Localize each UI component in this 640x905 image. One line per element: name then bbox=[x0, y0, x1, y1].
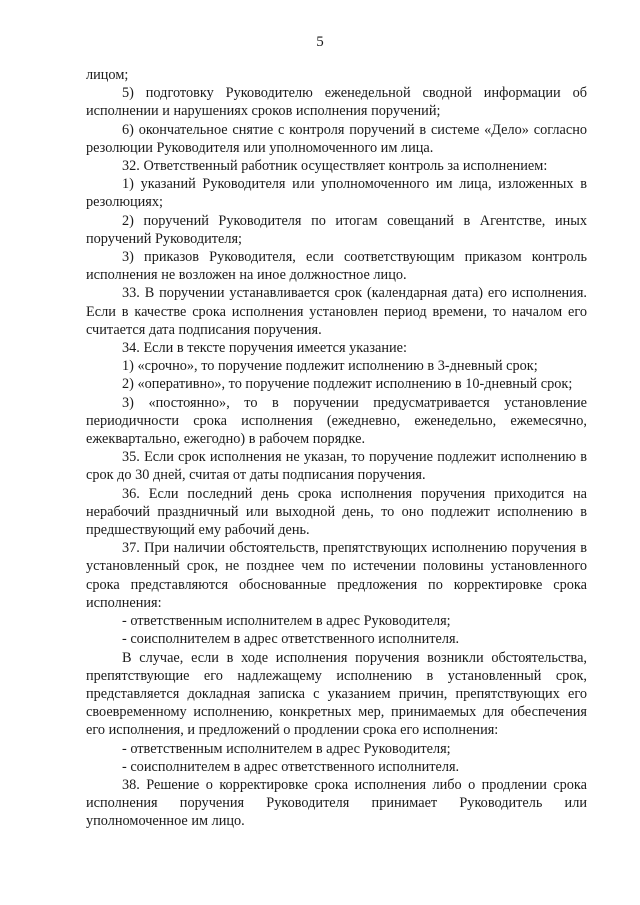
paragraph: 6) окончательное снятие с контроля поручений в системе «Дело» согласно резолюции Руководителя или уполномоченного им лица. bbox=[86, 121, 587, 156]
paragraph: 33. В поручении устанавливается срок (календарная дата) его исполнения. Если в качестве срока исполнения установлен период времени, то началом его считается дата подписания поручения. bbox=[86, 285, 587, 338]
paragraph: 2) «оперативно», то поручение подлежит исполнению в 10-дневный срок; bbox=[122, 376, 573, 393]
paragraph: - соисполнителем в адрес ответственного исполнителя. bbox=[122, 758, 460, 775]
paragraph: 37. При наличии обстоятельств, препятствующих исполнению поручения в установленный срок, не позднее чем по истечении половины установленного срока представляются обоснованные предложения по корректировке срока исполнения: bbox=[86, 540, 587, 611]
paragraph: - соисполнителем в адрес ответственного исполнителя. bbox=[122, 631, 460, 648]
paragraph: 1) «срочно», то поручение подлежит исполнению в 3-дневный срок; bbox=[122, 358, 538, 375]
paragraph: 3) приказов Руководителя, если соответствующим приказом контроль исполнения не возложен на иное должностное лицо. bbox=[86, 249, 587, 284]
paragraph: 1) указаний Руководителя или уполномоченного им лица, изложенных в резолюциях; bbox=[86, 176, 587, 211]
paragraph: 38. Решение о корректировке срока исполнения либо о продлении срока исполнения поручения Руководителя принимает Руководитель или уполномоченное им лицо. bbox=[86, 776, 587, 830]
paragraph: В случае, если в ходе исполнения поручения возникли обстоятельства, препятствующие его надлежащему исполнению в установленный срок, представляется докладная записка с указанием причин, препятствующих его своевременному исполнению, конкретных мер, принимаемых для обеспечения его исполнения, и предложений о продлении срока его исполнения: bbox=[86, 649, 587, 739]
paragraph: 3) «постоянно», то в поручении предусматривается установление периодичности срока исполнения (ежедневно, еженедельно, ежемесячно, ежеквартально, ежегодно) в рабочем порядке. bbox=[86, 394, 587, 448]
paragraph: 5) подготовку Руководителю еженедельной сводной информации об исполнении и нарушениях сроков исполнения поручений; bbox=[86, 85, 587, 120]
paragraph: 36. Если последний день срока исполнения поручения приходится на нерабочий праздничный или выходной день, то оно подлежит исполнению в предшествующий ему рабочий день. bbox=[86, 485, 587, 539]
paragraph: 34. Если в тексте поручения имеется указание: bbox=[122, 340, 407, 357]
document-body bbox=[86, 66, 587, 831]
paragraph: лицом; bbox=[86, 67, 129, 83]
page-number: 5 bbox=[316, 34, 324, 50]
paragraph: - ответственным исполнителем в адрес Руководителя; bbox=[122, 613, 451, 630]
paragraph: 32. Ответственный работник осуществляет контроль за исполнением: bbox=[122, 158, 548, 175]
paragraph: 35. Если срок исполнения не указан, то поручение подлежит исполнению в срок до 30 дней, считая от даты подписания поручения. bbox=[86, 449, 587, 484]
paragraph: - ответственным исполнителем в адрес Руководителя; bbox=[122, 740, 451, 757]
paragraph: 2) поручений Руководителя по итогам совещаний в Агентстве, иных поручений Руководителя; bbox=[86, 212, 587, 247]
